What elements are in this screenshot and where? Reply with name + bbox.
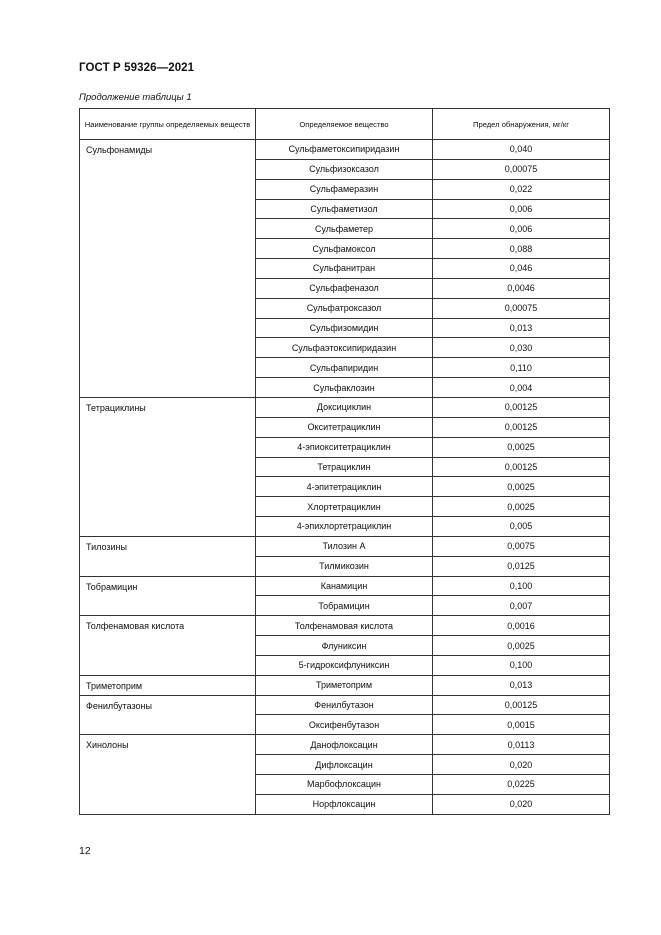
substance-cell: Сульфапиридин (256, 358, 433, 378)
substance-cell: 5-гидроксифлуниксин (256, 655, 433, 675)
substance-cell: Тилмикозин (256, 556, 433, 576)
table-row (80, 536, 610, 556)
substance-cell: Толфенамовая кислота (256, 616, 433, 636)
detection-limit-cell: 0,00075 (433, 298, 610, 318)
group-name-cell: Тетрациклины (80, 397, 256, 536)
detection-limit-cell: 0,0046 (433, 278, 610, 298)
substance-cell: Сульфаэтоксипиридазин (256, 338, 433, 358)
detection-limit-cell: 0,030 (433, 338, 610, 358)
table-row (80, 675, 610, 695)
substance-cell: Хлортетрациклин (256, 497, 433, 517)
column-header-substance: Определяемое вещество (256, 109, 433, 140)
substance-cell: Сульфаклозин (256, 378, 433, 398)
substance-cell: Марбофлоксацин (256, 775, 433, 795)
detection-limit-cell: 0,0075 (433, 536, 610, 556)
substance-cell: Доксициклин (256, 397, 433, 417)
group-name-cell: Триметоприм (80, 675, 256, 695)
substance-cell: Дифлоксацин (256, 755, 433, 775)
detection-limit-cell: 0,00125 (433, 397, 610, 417)
detection-limit-cell: 0,0225 (433, 775, 610, 795)
substance-cell: Данофлоксацин (256, 735, 433, 755)
detection-limit-cell: 0,005 (433, 517, 610, 537)
substance-cell: Сульфаметер (256, 219, 433, 239)
substance-cell: 4-эпиокситетрациклин (256, 437, 433, 457)
substance-cell: Фенилбутазон (256, 695, 433, 715)
table-header-row (80, 109, 610, 140)
group-name-cell: Тилозины (80, 536, 256, 576)
detection-limit-cell: 0,0025 (433, 636, 610, 656)
group-name-cell: Фенилбутазоны (80, 695, 256, 735)
detection-limit-cell: 0,0016 (433, 616, 610, 636)
substance-cell: Сульфамоксол (256, 239, 433, 259)
detection-limit-cell: 0,0025 (433, 477, 610, 497)
substance-cell: Сульфизоксазол (256, 159, 433, 179)
table-body (80, 140, 610, 815)
detection-limit-cell: 0,00075 (433, 159, 610, 179)
substance-cell: Окситетрациклин (256, 417, 433, 437)
substance-cell: Сульфафеназол (256, 278, 433, 298)
detection-limit-cell: 0,022 (433, 179, 610, 199)
substance-cell: Сульфизомидин (256, 318, 433, 338)
detection-limit-cell: 0,020 (433, 794, 610, 814)
standard-title: ГОСТ Р 59326—2021 (79, 62, 195, 74)
group-name-cell: Толфенамовая кислота (80, 616, 256, 676)
table-row (80, 616, 610, 636)
detection-limit-cell: 0,00125 (433, 695, 610, 715)
substance-cell: 4-эпихлортетрациклин (256, 517, 433, 537)
detection-limit-cell: 0,100 (433, 655, 610, 675)
substance-cell: Тилозин А (256, 536, 433, 556)
group-name-cell: Хинолоны (80, 735, 256, 814)
detection-limit-cell: 0,100 (433, 576, 610, 596)
detection-limits-table (79, 108, 610, 815)
detection-limit-cell: 0,004 (433, 378, 610, 398)
detection-limit-cell: 0,088 (433, 239, 610, 259)
detection-limit-cell: 0,0025 (433, 437, 610, 457)
substance-cell: Канамицин (256, 576, 433, 596)
table-row (80, 576, 610, 596)
detection-limit-cell: 0,020 (433, 755, 610, 775)
substance-cell: Оксифенбутазон (256, 715, 433, 735)
table-row (80, 140, 610, 160)
table-row (80, 735, 610, 755)
detection-limit-cell: 0,00125 (433, 417, 610, 437)
detection-limit-cell: 0,006 (433, 199, 610, 219)
substance-cell: Норфлоксацин (256, 794, 433, 814)
substance-cell: 4-эпитетрациклин (256, 477, 433, 497)
detection-limit-cell: 0,007 (433, 596, 610, 616)
detection-limit-cell: 0,00125 (433, 457, 610, 477)
column-header-limit: Предел обнаружения, мг/кг (433, 109, 610, 140)
substance-cell: Тетрациклин (256, 457, 433, 477)
page-number: 12 (79, 845, 91, 857)
group-name-cell: Сульфонамиды (80, 140, 256, 398)
substance-cell: Сульфаметизол (256, 199, 433, 219)
detection-limit-cell: 0,013 (433, 675, 610, 695)
detection-limit-cell: 0,0125 (433, 556, 610, 576)
substance-cell: Сульфатроксазол (256, 298, 433, 318)
detection-limit-cell: 0,013 (433, 318, 610, 338)
substance-cell: Тобрамицин (256, 596, 433, 616)
detection-limit-cell: 0,0025 (433, 497, 610, 517)
detection-limit-cell: 0,0015 (433, 715, 610, 735)
column-header-group: Наименование группы определяемых веществ (80, 109, 256, 140)
substance-cell: Сульфаметоксипиридазин (256, 140, 433, 160)
substance-cell: Сульфамеразин (256, 179, 433, 199)
detection-limit-cell: 0,040 (433, 140, 610, 160)
substance-cell: Сульфанитран (256, 259, 433, 279)
table-row (80, 695, 610, 715)
substance-cell: Флуниксин (256, 636, 433, 656)
table-continuation-label: Продолжение таблицы 1 (79, 92, 192, 103)
detection-limit-cell: 0,110 (433, 358, 610, 378)
substance-cell: Триметоприм (256, 675, 433, 695)
table-row (80, 397, 610, 417)
detection-limit-cell: 0,006 (433, 219, 610, 239)
detection-limit-cell: 0,0113 (433, 735, 610, 755)
group-name-cell: Тобрамицин (80, 576, 256, 616)
detection-limit-cell: 0,046 (433, 259, 610, 279)
